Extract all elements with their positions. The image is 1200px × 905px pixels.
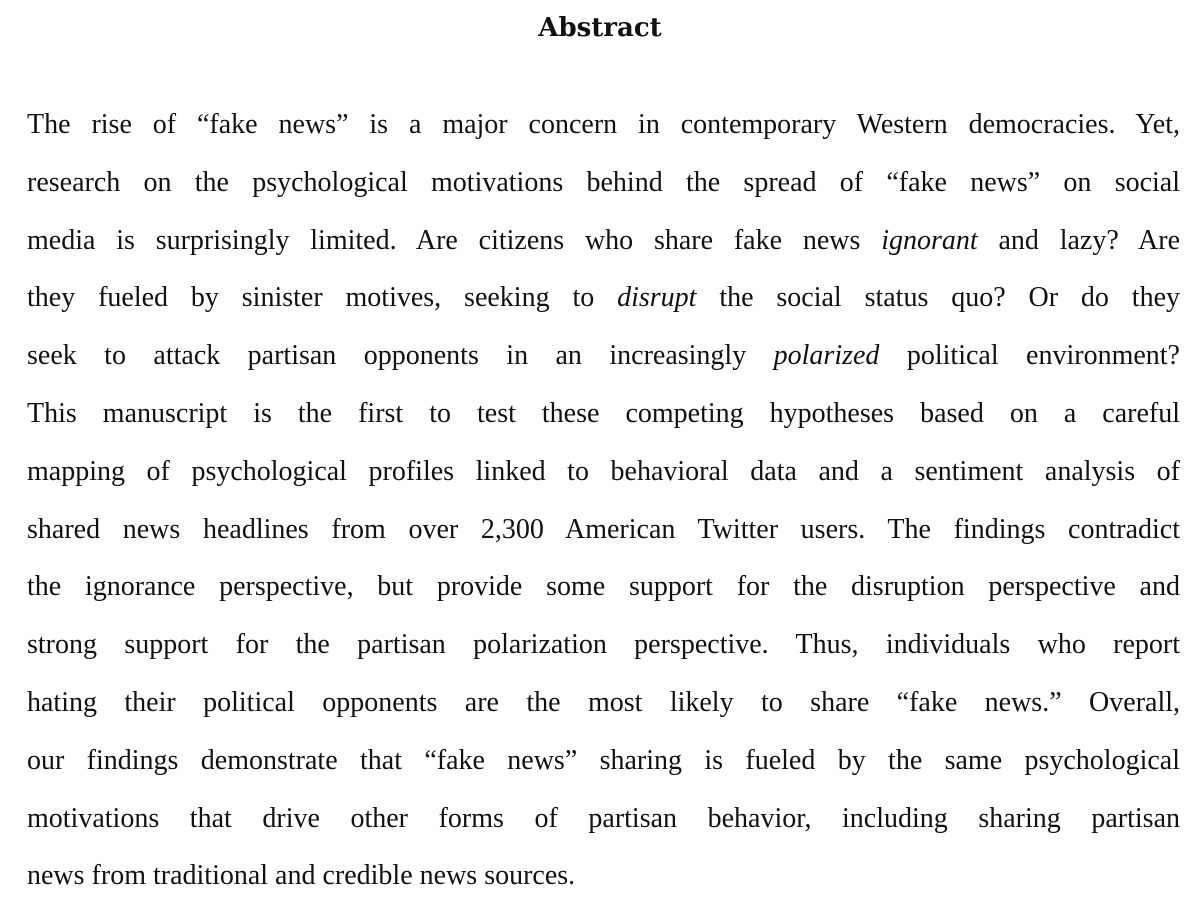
emphasis-ignorant: ignorant <box>881 224 978 256</box>
abstract-line: The rise of “fake news” is a major concern in contemporary Western democracies. Yet, <box>27 109 1180 140</box>
abstract-line: shared news headlines from over 2,300 American Twitter users. The findings contradict <box>27 513 1180 545</box>
abstract-line: mapping of psychological profiles linked to behavioral data and a sentiment analysis of <box>27 455 1180 487</box>
abstract-line: the ignorance perspective, but provide some support for the disruption perspective and <box>27 571 1180 603</box>
abstract-heading: Abstract <box>538 13 662 43</box>
emphasis-polarized: polarized <box>773 340 880 372</box>
abstract-body <box>27 96 1180 905</box>
abstract-line: news from traditional and credible news sources. <box>27 860 576 892</box>
abstract-line: seek to attack partisan opponents in an increasingly polarized political environment? <box>27 340 1180 372</box>
abstract-line: research on the psychological motivations behind the spread of “fake news” on social <box>27 166 1180 198</box>
emphasis-disrupt: disrupt <box>617 282 697 314</box>
abstract-line: our findings demonstrate that “fake news” sharing is fueled by the same psychological <box>27 744 1180 776</box>
abstract-line: strong support for the partisan polarization perspective. Thus, individuals who report <box>27 629 1180 661</box>
abstract-line: motivations that drive other forms of partisan behavior, including sharing partisan <box>27 802 1180 834</box>
abstract-line: This manuscript is the first to test these competing hypotheses based on a careful <box>27 397 1180 429</box>
abstract-line: media is surprisingly limited. Are citizens who share fake news ignorant and lazy? Are <box>27 224 1180 256</box>
abstract-line: hating their political opponents are the most likely to share “fake news.” Overall, <box>27 686 1180 718</box>
abstract-line: they fueled by sinister motives, seeking to disrupt the social status quo? Or do they <box>27 282 1180 314</box>
